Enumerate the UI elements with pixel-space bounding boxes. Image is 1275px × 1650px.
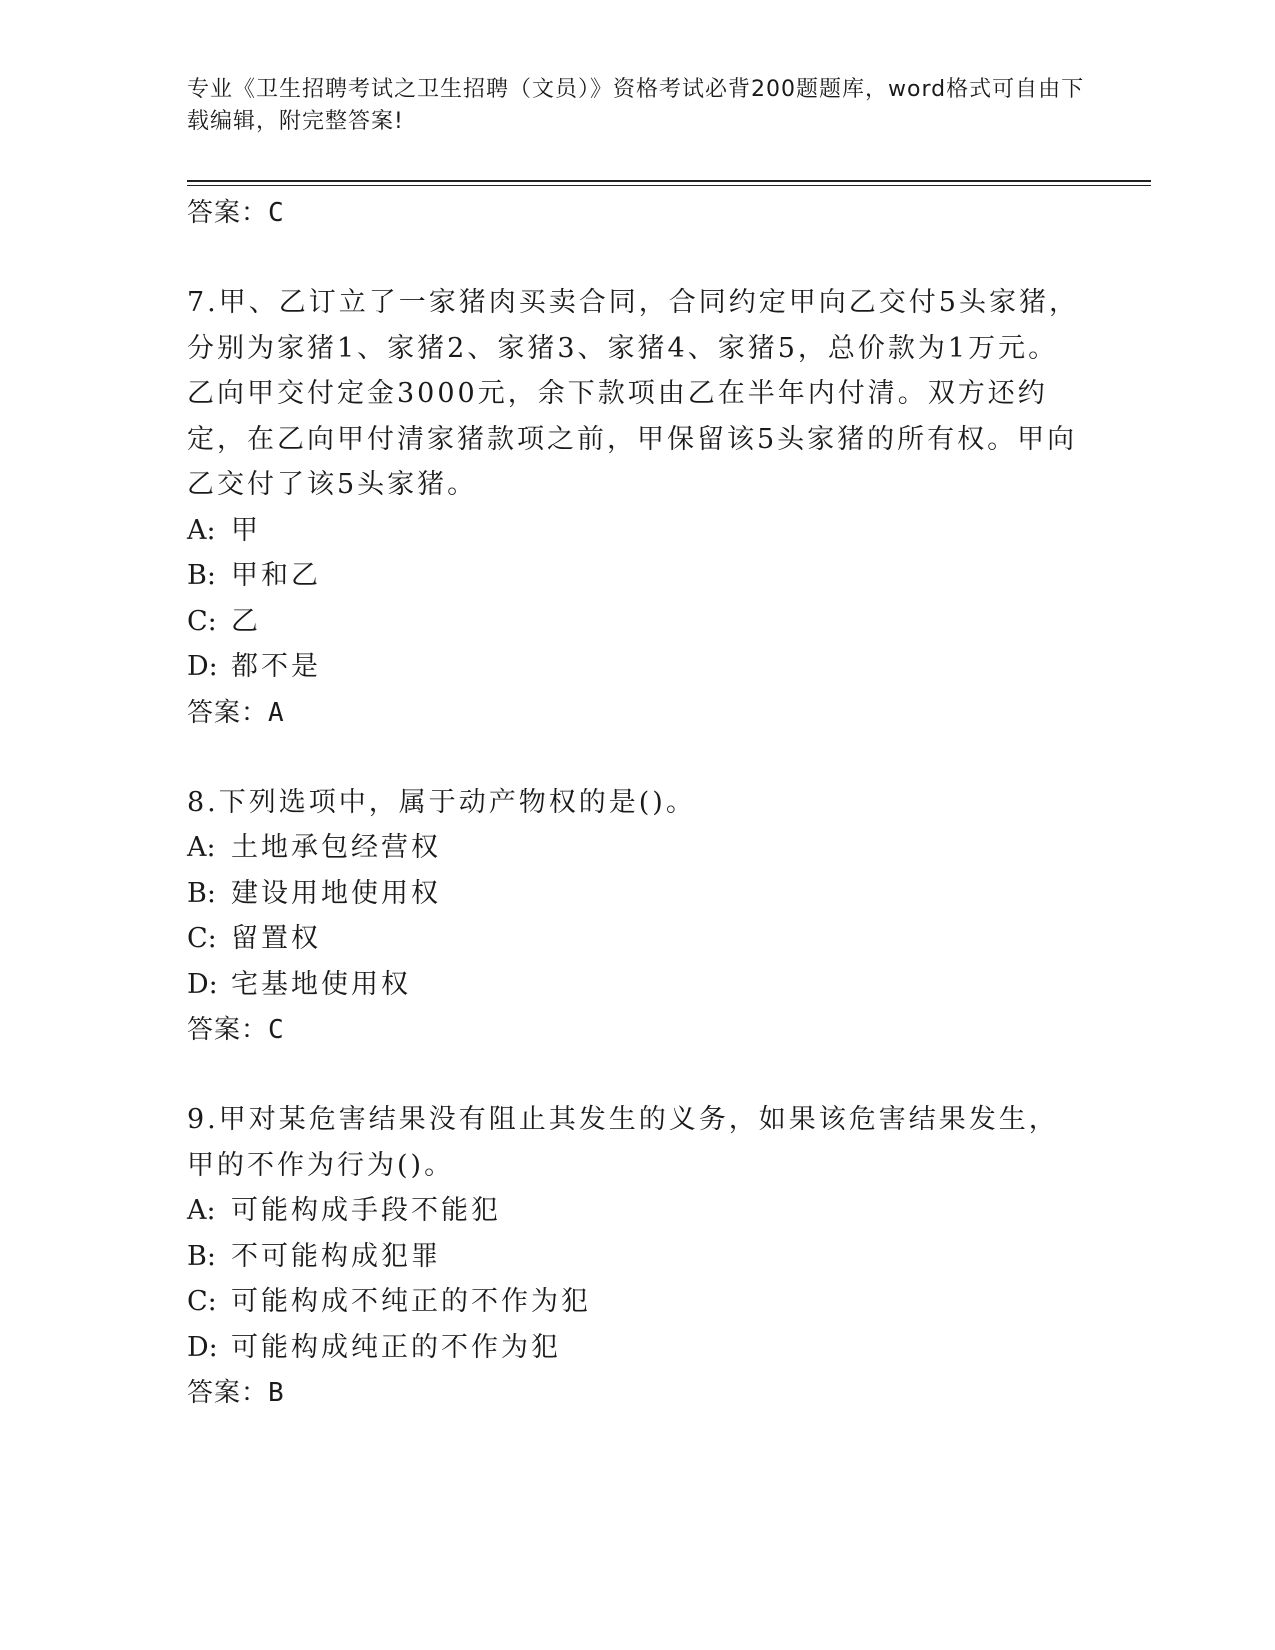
option-key: A:	[187, 1195, 216, 1226]
option-key: D:	[187, 968, 218, 1000]
option-text: 可能构成纯正的不作为犯	[231, 1331, 561, 1363]
option-key: B:	[187, 560, 216, 591]
option-c	[187, 1279, 1087, 1325]
option-key: D:	[187, 651, 218, 682]
option-key: A:	[187, 514, 216, 546]
option-a	[187, 1188, 1087, 1234]
option-key: C:	[187, 605, 217, 637]
option-text: 建设用地使用权	[231, 877, 441, 909]
option-text: 宅基地使用权	[231, 968, 411, 1000]
question-block-8	[187, 780, 1087, 1054]
answer-line: 答案：B	[187, 1378, 285, 1408]
option-d	[187, 644, 1087, 690]
option-text: 土地承包经营权	[231, 832, 441, 863]
answer-line: 答案：C	[187, 198, 285, 228]
option-a	[187, 825, 1087, 871]
header-divider	[187, 180, 1151, 186]
spacer	[187, 736, 1087, 780]
page-header: 专业《卫生招聘考试之卫生招聘（文员）》资格考试必背200题题库，word格式可自由下载编辑，附完整答案!	[187, 77, 1085, 134]
option-key: A:	[187, 832, 216, 863]
option-b	[187, 553, 1087, 599]
spacer	[187, 1053, 1087, 1097]
option-key: B:	[187, 877, 216, 909]
option-text: 乙	[231, 605, 261, 637]
question-block-9	[187, 1097, 1087, 1416]
question-text: 9.甲对某危害结果没有阻止其发生的义务，如果该危害结果发生，甲的不作为行为()。	[187, 1104, 1059, 1181]
option-key: D:	[187, 1331, 218, 1363]
option-a	[187, 508, 1087, 554]
option-text: 留置权	[231, 923, 321, 954]
option-b	[187, 1234, 1087, 1280]
option-text: 不可能构成犯罪	[231, 1240, 441, 1272]
option-text: 可能构成手段不能犯	[231, 1195, 501, 1226]
option-d	[187, 962, 1087, 1008]
option-b	[187, 871, 1087, 917]
option-text: 可能构成不纯正的不作为犯	[231, 1286, 591, 1317]
answer-line: 答案：A	[187, 697, 285, 728]
option-key: C:	[187, 1286, 217, 1317]
question-block-7	[187, 280, 1087, 736]
option-text: 都不是	[231, 651, 321, 682]
option-text: 甲	[231, 514, 261, 546]
option-c	[187, 916, 1087, 962]
question-text: 7.甲、乙订立了一家猪肉买卖合同，合同约定甲向乙交付5头家猪，分别为家猪1、家猪2、家猪3、家猪4、家猪5，总价款为1万元。乙向甲交付定金3000元，余下款项由乙在半年内付清。双方还约定，在乙向甲付清家猪款项之前，甲保留该5头家猪的所有权。甲向乙交付了该5头家猪。	[187, 287, 1079, 500]
spacer	[187, 236, 1087, 280]
question-text: 8.下列选项中，属于动产物权的是()。	[187, 786, 696, 818]
answer-line: 答案：C	[187, 1015, 285, 1045]
document-body	[187, 190, 1087, 1416]
option-text: 甲和乙	[231, 560, 321, 591]
option-c	[187, 599, 1087, 645]
option-d	[187, 1325, 1087, 1371]
option-key: B:	[187, 1240, 216, 1272]
option-key: C:	[187, 923, 217, 954]
